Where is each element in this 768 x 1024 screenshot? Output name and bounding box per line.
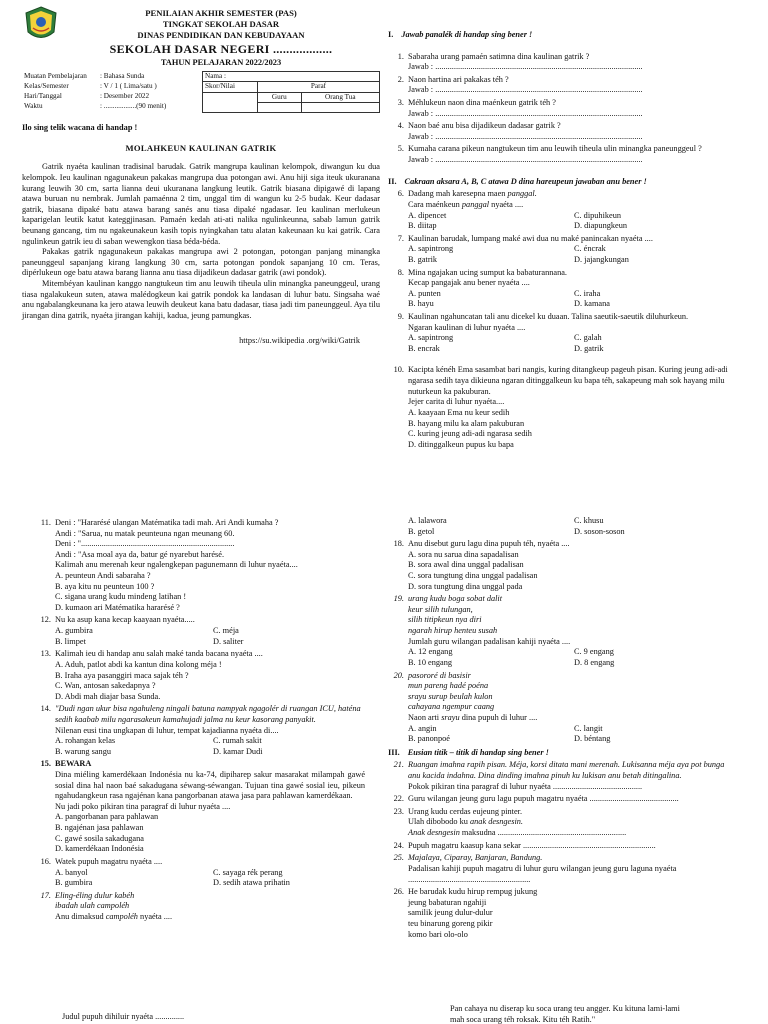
question-12-options	[55, 626, 365, 647]
section-1-questions	[388, 52, 734, 166]
option-c[interactable]: C. rumah sakit	[213, 736, 262, 746]
option-c[interactable]: C. langit	[574, 723, 603, 733]
question-16: 16. Watek pupuh magatru nyaéta ....	[40, 856, 163, 866]
question-26: 26. He barudak kudu hirup rempug jukung jeung babaturan ngahiji samilik jeung dulur-dulur teu binarung goreng pikir komo bari olo-olo	[393, 887, 538, 939]
question-6: 6. Dadang mah karesepna maen panggal. Cara maénkeun panggal nyaéta ....	[397, 189, 537, 209]
parent-signature-field[interactable]	[301, 102, 379, 112]
date-label: Hari/Tanggal	[24, 92, 62, 101]
footer-left-text: Judul pupuh dihiluir nyaéta ..............	[62, 1012, 185, 1021]
subject-label: Muatan Pembelajaran	[24, 71, 87, 80]
question-12: 12. Nu ka asup kana kecap kaayaan nyaéta.....	[40, 615, 195, 625]
option-a[interactable]: A. rohangan kelas	[55, 736, 116, 746]
question-17-options	[408, 516, 734, 537]
class-value: : V / 1 ( Lima/satu )	[100, 81, 157, 90]
option-a[interactable]: A. angin	[408, 723, 437, 733]
option-d[interactable]: D. béntang	[574, 734, 611, 744]
option-c[interactable]: C. iraha	[574, 288, 601, 298]
student-info-table	[22, 71, 380, 113]
question-16-options	[55, 868, 365, 889]
option-c[interactable]: C. galah	[574, 333, 602, 343]
option-c[interactable]: C. sayaga rék perang	[213, 867, 283, 877]
guru-label: Guru	[258, 92, 302, 102]
question-25: 25. Majalaya, Ciparay, Banjaran, Bandung. Padalisan kahiji pupuh magatru di luhur guru wilangan jeung guru laguna nyaéta ...........................................................	[393, 853, 677, 884]
question-24: 24. Pupuh magatru kaasup kana sekar ................................................................	[393, 840, 656, 850]
option-b[interactable]: B. warung sangu	[55, 746, 111, 756]
section-1-heading: I. Jawab panalék di handap sing bener !	[388, 30, 533, 39]
answer-line[interactable]: Jawab : ....................................................................................................	[408, 131, 643, 141]
header-line-2: TINGKAT SEKOLAH DASAR	[162, 19, 280, 29]
question-1: 1. Sabaraha urang pamaén satimna dina kaulinan gatrik ?	[397, 51, 590, 61]
question-11: 11. Deni : "Hararésé ulangan Matématika tadi mah. Ari Andi kumaha ? Andi : "Sarua, nu matak peunteuna ngan meunang 60. Deni : ".......................................................................... Andi : "Asa moal aya da, batur gé nyarebut harésé. Kalimah anu merenah keur ngalengkepan pagunemann di luhur nyaéta....	[40, 518, 298, 570]
right-bottom-column	[388, 516, 734, 940]
answer-line[interactable]: Jawab : ....................................................................................................	[408, 62, 643, 72]
option-b[interactable]: B. panonpoé	[408, 734, 450, 744]
option-c[interactable]: C. khusu	[574, 516, 604, 525]
option-a[interactable]: A. kaayaan Ema nu keur sedih	[408, 407, 510, 417]
question-10: 10. Kacipta kénéh Ema sasambat bari nangis, kuring ditangkeup pageuh pisan. Kuring jeung adi-adi ngarasa sedih taya dikieuna ngaran ditinggalkeun ku bapa téh, sakapeung mah sok hayang milu nuturkeun ka pakuburan. Jejer carita di luhur nyaéta....	[393, 365, 728, 407]
subject-value: : Bahasa Sunda	[100, 71, 145, 80]
time-label: Waktu	[24, 102, 43, 111]
option-b[interactable]: B. hayu	[408, 299, 434, 309]
option-d[interactable]: D. saliter	[213, 636, 244, 646]
answer-line[interactable]: Jawab : ....................................................................................................	[408, 85, 643, 95]
question-7: 7. Kaulinan barudak, lumpang maké awi dua nu maké panincakan nyaéta ....	[397, 233, 653, 243]
option-a[interactable]: A. peunteun Andi sabaraha ?	[55, 571, 151, 581]
school-name: SEKOLAH DASAR NEGERI ..................	[109, 42, 333, 56]
option-b[interactable]: B. sora awal dina unggal padalisan	[408, 560, 524, 570]
option-a[interactable]: A. sora nu sarua dina sapadalisan	[408, 549, 519, 559]
question-6-options	[408, 211, 734, 232]
left-top-column	[22, 8, 380, 346]
time-value: : ..................(90 menit)	[100, 102, 167, 111]
question-22: 22. Guru wilangan jeung guru lagu pupuh magatru nyaéta ...........................................	[393, 794, 679, 804]
option-b[interactable]: B. encrak	[408, 343, 440, 353]
question-15: 15. BEWARA Dina miéling kamerdékaan Indonésia nu ka-74, dipiharep sakur masarakat milampah gawé sosial dina hal naon baé sakadugana séwang-séwangan. Tujuan tina gawé sosial ieu, pikeun ngahudangkeun rasa ngajénan kana pangorbanan atawa jasa para pahlawan kamerdékaan. Nu jadi poko pikiran tina paragraf di luhur nyaéta ....	[40, 759, 365, 811]
source-link[interactable]: https://su.wikipedia .org/wiki/Gatrik	[239, 335, 360, 345]
option-c[interactable]: C. éncrak	[574, 244, 606, 254]
section-2-heading: II. Cakraan aksara A, B, C atawa D dina hareupeun jawaban anu bener !	[388, 176, 647, 186]
option-c[interactable]: C. méja	[213, 626, 239, 636]
question-20: 20. pasororé di basisir mun pareng hadé poéna srayu surup beulah kulon cahayana ngempur caang Naon arti srayu dina pupuh di luhur ....	[393, 670, 538, 722]
score-label: Skor/Nilai	[203, 82, 258, 92]
option-a[interactable]: A. sapintrong	[408, 244, 454, 254]
question-10-options	[408, 408, 734, 450]
question-19: 19. urang kudu boga sobat dalit keur silih tulungan, silih titipkeun nya diri ngarah hirup henteu susah Jumlah guru wilangan padalisan kahiji nyaéta ....	[393, 594, 571, 646]
question-18: 18. Anu disebut guru lagu dina pupuh téh, nyaéta ....	[393, 539, 570, 549]
paraf-label: Paraf	[258, 82, 380, 92]
option-d[interactable]: D. jajangkungan	[574, 254, 629, 264]
question-19-options	[408, 647, 734, 668]
exam-header	[62, 8, 380, 69]
option-a[interactable]: A. gumbira	[55, 626, 93, 636]
question-13: 13. Kalimah ieu di handap anu salah maké tanda bacana nyaéta ....	[40, 649, 263, 659]
option-b[interactable]: B. limpet	[55, 636, 86, 646]
option-d[interactable]: D. 8 engang	[574, 657, 615, 667]
option-a[interactable]: A. 12 engang	[408, 647, 453, 657]
question-8-options	[408, 289, 734, 310]
question-7-options	[408, 244, 734, 265]
question-18-options	[408, 550, 734, 592]
option-d[interactable]: D. kamerdékaan Indonésia	[55, 844, 144, 854]
option-d[interactable]: D. soson-soson	[574, 526, 625, 536]
footer-right-text: Pan cahaya nu diserap ku soca urang teu angger. Ku kituna lami-lami mah soca urang téh roksak. Kitu téh Ratih."	[450, 1004, 680, 1024]
name-field[interactable]: Nama :	[203, 72, 380, 82]
option-d[interactable]: D. gatrik	[574, 343, 604, 353]
question-9: 9. Kaulinan ngahuncatan tali anu dicekel ku duaan. Talina saeutik-saeutik diluhurkeun. Ngaran kaulinan di luhur nyaéta ....	[397, 312, 689, 332]
option-b[interactable]: B. diitap	[408, 221, 437, 231]
option-c[interactable]: C. dipuhikeun	[574, 210, 622, 220]
question-20-options	[408, 724, 734, 745]
option-c[interactable]: C. 9 engang	[574, 647, 614, 657]
question-5: 5. Kumaha carana pikeun nangtukeun tim anu leuwih tiheula ulin minangka paneunggeul ?	[397, 144, 702, 154]
option-c[interactable]: C. Wan, antosan sakedapnya ?	[55, 681, 156, 691]
option-b[interactable]: B. getol	[408, 526, 435, 536]
option-d[interactable]: D. Abdi mah diajar basa Sunda.	[55, 691, 161, 701]
left-bottom-column	[35, 516, 365, 923]
option-c[interactable]: C. sora tungtung dina unggal padalisan	[408, 571, 538, 581]
story-title: MOLAHKEUN KAULINAN GATRIK	[125, 143, 277, 154]
score-field[interactable]	[203, 92, 258, 112]
question-23: 23. Urang kudu cerdas eujeung pinter. Ulah dibobodo ku anak desngesin. Anak desngesin maksudna ..............................................................	[393, 806, 627, 838]
question-8: 8. Mina ngajakan ucing sumput ka babaturannana. Kecap pangajak anu bener nyaéta ....	[397, 267, 567, 288]
option-d[interactable]: D. kamar Dudi	[213, 746, 263, 756]
answer-line[interactable]: Jawab : ....................................................................................................	[408, 108, 643, 118]
option-b[interactable]: B. ngajénan jasa pahlawan	[55, 823, 144, 833]
question-2: 2. Naon hartina ari pakakas téh ?	[397, 74, 509, 84]
option-a[interactable]: A. punten	[408, 288, 441, 298]
option-a[interactable]: A. Aduh, patlot abdi ka kantun dina kolong méja !	[55, 659, 222, 669]
story-paragraph-1: Gatrik nyaéta kaulinan tradisinal barudak. Gatrik mangrupa kaulinan kelompok, diwangun ku dua kelompok. Ieu kaulinan ngagunakeun pakakas mangrupa dua potongan awi. Anu hiji siga iteuk ukuranana kurang leuwih 30 cm, sarta lianna deui ukuranana langkung leutik. Gatrik biasana dipigawé di lapang atawa buruan nu nembrak. Jumlah pamaénna 2 tim, unggal tim di wangun ku 2-5 budak. Keur dadasar gatrik, biasana dipaké batu atawa barang sanés anu tiasa dipaké ngadasar. Ieu kaulinan merlukeun kaparigelan leutik katut kateggjinasan. Pamaén kedah ati-ati nalika ngulinkeunna, sabab lamun gatrik beunang gancang, tim nu ngakeunakeun kasih topis nyingkahan tatu alatan kakeunaan ku kai gatrik. Cara ngulinkeun gatrik ieu di saban wewengkon tiasa béda-béda.	[22, 162, 380, 246]
option-c[interactable]: C. gawé sosila sakadugana	[55, 833, 144, 843]
question-17: 17. Eling-éling dulur kabéh ibadah ulah campoléh Anu dimaksud campoléh nyaéta ....	[40, 890, 173, 921]
reading-instruction: Ilo sing telik wacana di handap !	[22, 122, 138, 132]
option-d[interactable]: D. sedih atawa prihatin	[213, 878, 290, 888]
header-line-1: PENILAIAN AKHIR SEMESTER (PAS)	[145, 8, 297, 18]
story-paragraph-3: Mitembéyan kaulinan kanggo nangtukeun tim anu leuwih tiheula ulin minangka paneunggeul, urang tiasa ngalakukeun suten, atawa malédogkeun kai gatrik pondok ka landasan di luhur batu. Singsaha waé anu ngabalangkeunana ka jero atawa leuwih deukeut kana batu dadasar, tiasa jadi tim paneunggeul. Aya tilu jirangan dina gatrik, nyaéta jirangan kahiji, kadua, jeung pamungkas.	[22, 279, 380, 320]
class-label: Kelas/Semester	[24, 81, 69, 90]
option-a[interactable]: A. sapintrong	[408, 333, 454, 343]
question-14-options	[55, 736, 365, 757]
option-d[interactable]: D. kumaon ari Matématika hararésé ?	[55, 602, 180, 612]
question-13-options	[55, 660, 365, 702]
story-paragraph-2: Pakakas gatrik ngagunakeun pakakas mangrupa awi 2 potongan, potongan panjang minangka paneunggeul sapanjang kirang langkung 30 cm, sarta potongan pondok sapanjang 10 cm. Teras, dipérlukeun oge batu atawa barang lianna anu tiasa dijadikeun dadasar gatrik (awi pondok).	[22, 247, 380, 278]
option-a[interactable]: A. pangorbanan para pahlawan	[55, 812, 159, 822]
question-21: 21. Ruangan imahna rapih pisan. Méja, korsi ditata mani merenah. Lukisanna méja aya pot bunga anu kacida indahna. Dina dinding imahna pinuh ku lukisan anu betah ditingalina. Pokok pikiran tina paragraf di luhur nyaéta ...........................................	[393, 760, 725, 791]
option-c[interactable]: C. kuring jeung adi-adi ngarasa sedih	[408, 429, 532, 439]
ortu-label: Orang Tua	[301, 92, 379, 102]
option-b[interactable]: B. Iraha aya pasanggiri maca sajak téh ?	[55, 670, 189, 680]
option-b[interactable]: B. hayang milu ka alam pakuburan	[408, 418, 525, 428]
option-c[interactable]: C. sigana urang kudu mindeng latihan !	[55, 592, 187, 602]
date-value: : Desember 2022	[100, 92, 150, 101]
option-d[interactable]: D. kamana	[574, 299, 610, 309]
header-line-3: DINAS PENDIDIKAN DAN KEBUDAYAAN	[137, 30, 305, 40]
school-year: TAHUN PELAJARAN 2022/2023	[160, 58, 282, 68]
option-b[interactable]: B. 10 engang	[408, 657, 453, 667]
question-15-options	[55, 812, 365, 854]
question-4: 4. Naon baé anu bisa dijadikeun dadasar gatrik ?	[397, 121, 561, 131]
option-d[interactable]: D. sora tungtung dina unggal pada	[408, 581, 523, 591]
option-d[interactable]: D. diapungkeun	[574, 221, 627, 231]
question-14: 14. "Dudi ngan ukur bisa ngahuleng ningali batuna nampyak ngagolér di ruangan ICU, haténa sedih kaabab milu ngarasakeun kamahujadi jalma nu keur kasorang panyakit. Nilenan eusi tina ungkapan di luhur, tempat kajadianna nyaéta di....	[40, 704, 361, 735]
section-3-heading: III. Eusian titik – titik di handap sing bener !	[388, 747, 549, 757]
answer-line[interactable]: Jawab : ....................................................................................................	[408, 155, 643, 165]
guru-signature-field[interactable]	[258, 102, 302, 112]
option-b[interactable]: B. gatrik	[408, 254, 438, 264]
option-a[interactable]: A. dipencet	[408, 210, 447, 220]
option-a[interactable]: A. banyol	[55, 867, 88, 877]
question-3: 3. Méhlukeun naon dina maénkeun gatrik téh ?	[397, 98, 556, 108]
option-a[interactable]: A. lalawora	[408, 516, 447, 525]
option-d[interactable]: D. ditinggalkeun pupus ku bapa	[408, 439, 514, 449]
option-b[interactable]: B. gumbira	[55, 878, 93, 888]
right-top-column	[388, 28, 734, 450]
question-9-options	[408, 333, 734, 354]
question-11-options	[55, 571, 365, 613]
option-b[interactable]: B. aya kitu nu peunteun 100 ?	[55, 581, 155, 591]
